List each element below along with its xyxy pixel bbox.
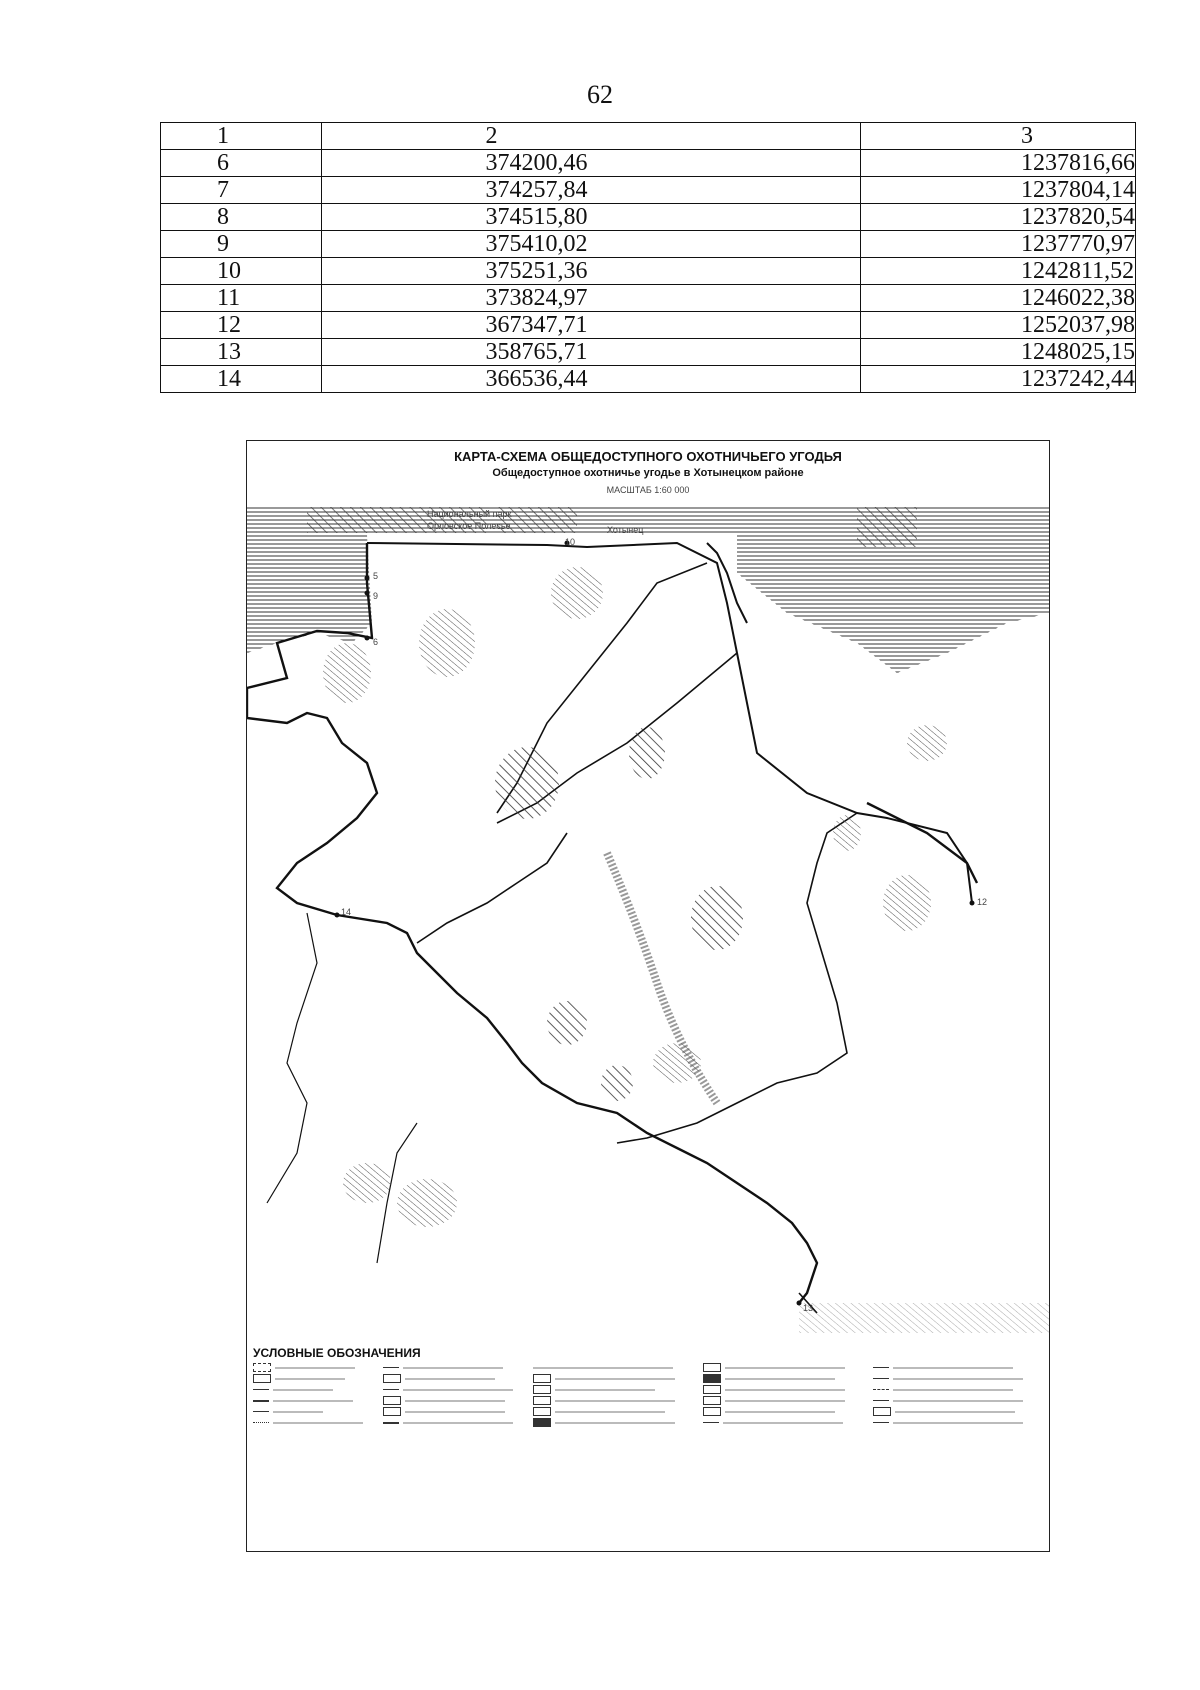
map-title: КАРТА-СХЕМА ОБЩЕДОСТУПНОГО ОХОТНИЧЬЕГО УГОДЬЯ — [454, 449, 842, 464]
north-east-hatched-zone — [737, 535, 1049, 673]
table-cell: 374515,80 — [321, 204, 860, 231]
table-row — [161, 204, 1136, 231]
table-cell: 358765,71 — [321, 339, 860, 366]
table-cell: 1237820,54 — [861, 204, 1136, 231]
table-header-cell: 2 — [321, 123, 860, 150]
town-label: Хотынец — [607, 525, 644, 535]
table-cell: 1237242,44 — [861, 366, 1136, 393]
table-cell: 374200,46 — [321, 150, 860, 177]
point-label: 10 — [565, 537, 576, 547]
table-cell: 375251,36 — [321, 258, 860, 285]
table-cell: 367347,71 — [321, 312, 860, 339]
table-row — [161, 177, 1136, 204]
table-cell: 374257,84 — [321, 177, 860, 204]
table-header-cell: 3 — [861, 123, 1136, 150]
point-label: 12 — [977, 897, 988, 907]
park-label-2: Орловское Полесье — [427, 521, 511, 531]
point-label: 5 — [373, 571, 379, 581]
table-cell: 14 — [161, 366, 322, 393]
table-cell: 366536,44 — [321, 366, 860, 393]
table-row — [161, 231, 1136, 258]
table-cell: 1237804,14 — [861, 177, 1136, 204]
map-drawing — [247, 503, 1049, 1341]
map-scheme — [246, 440, 1050, 1552]
table-cell: 375410,02 — [321, 231, 860, 258]
point-label: 9 — [373, 591, 379, 601]
table-cell: 6 — [161, 150, 322, 177]
point-label: 14 — [341, 907, 352, 917]
table-cell: 13 — [161, 339, 322, 366]
table-cell: 1237770,97 — [861, 231, 1136, 258]
table-cell: 10 — [161, 258, 322, 285]
table-cell: 1237816,66 — [861, 150, 1136, 177]
table-cell: 7 — [161, 177, 322, 204]
table-cell: 11 — [161, 285, 322, 312]
page-number: 62 — [587, 80, 613, 109]
legend — [253, 1363, 1043, 1543]
table-header-row — [161, 123, 1136, 150]
table-cell: 1248025,15 — [861, 339, 1136, 366]
table-cell: 373824,97 — [321, 285, 860, 312]
table-header-cell: 1 — [161, 123, 322, 150]
table-cell: 1242811,52 — [861, 258, 1136, 285]
table-row — [161, 150, 1136, 177]
legend-title: УСЛОВНЫЕ ОБОЗНАЧЕНИЯ — [253, 1346, 421, 1360]
map-subtitle: Общедоступное охотничье угодье в Хотынецком районе — [492, 467, 804, 479]
park-label: Национальный парк — [427, 509, 512, 519]
table-cell: 1246022,38 — [861, 285, 1136, 312]
table-row — [161, 312, 1136, 339]
table-cell: 8 — [161, 204, 322, 231]
point-label: 13 — [803, 1303, 814, 1313]
table-row — [161, 366, 1136, 393]
table-cell: 1252037,98 — [861, 312, 1136, 339]
table-row — [161, 285, 1136, 312]
table-cell: 12 — [161, 312, 322, 339]
coordinates-table — [160, 122, 1136, 393]
table-row — [161, 258, 1136, 285]
point-label: 6 — [373, 637, 379, 647]
map-scale: МАСШТАБ 1:60 000 — [606, 485, 690, 495]
table-row — [161, 339, 1136, 366]
table-cell: 9 — [161, 231, 322, 258]
